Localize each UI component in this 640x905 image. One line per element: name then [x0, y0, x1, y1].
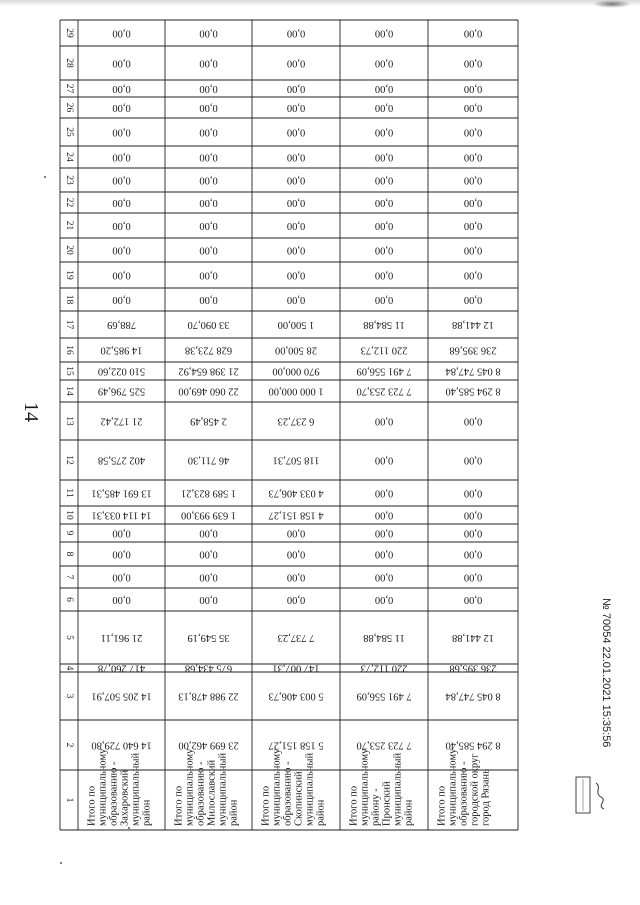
- table-cell: 0,00: [199, 27, 218, 39]
- table-cell: 0,00: [374, 126, 394, 138]
- table-cell: 0,00: [286, 102, 306, 114]
- table-cell: 0,00: [286, 197, 306, 209]
- table-cell: 0,00: [199, 57, 218, 69]
- table-cell: 5 003 406,73: [268, 690, 324, 702]
- column-number: 15: [63, 366, 74, 376]
- table-cell: 12 441,88: [452, 632, 494, 644]
- table-cell: 0,00: [463, 220, 483, 232]
- table-cell: 0,00: [112, 269, 131, 281]
- table-cell: 8 294 585,40: [445, 385, 501, 397]
- table-cell: 22 060 469,00: [178, 385, 239, 397]
- table-cell: 0,00: [286, 174, 306, 186]
- row-label-line: Итого по: [260, 785, 272, 826]
- table-cell: 525 796,49: [97, 385, 146, 397]
- table-cell: 0,00: [463, 294, 483, 306]
- row-label-line: муниципальный: [130, 752, 142, 826]
- table-cell: 0,00: [374, 269, 394, 281]
- table-cell: 2 458,49: [190, 415, 227, 427]
- table-cell: 0,00: [374, 415, 394, 427]
- table-cell: 0,00: [199, 527, 218, 539]
- column-number: 18: [63, 294, 74, 305]
- table-cell: 0,00: [374, 454, 394, 466]
- table-cell: 8 294 585,40: [445, 739, 501, 751]
- row-label-line: Пронский: [381, 781, 393, 826]
- table-cell: 0,00: [112, 83, 131, 95]
- table-cell: 0,00: [286, 244, 306, 256]
- table-cell: 0,00: [374, 244, 394, 256]
- table-cell: 0,00: [286, 269, 306, 281]
- table-cell: 0,00: [112, 244, 131, 256]
- table-cell: 0,00: [463, 454, 483, 466]
- column-number: 17: [63, 319, 74, 330]
- table-cell: 1 500,00: [277, 319, 315, 331]
- table-cell: 0,00: [463, 151, 483, 163]
- column-number: 19: [63, 270, 74, 280]
- table-cell: 4 033 406,73: [268, 487, 324, 499]
- column-number: 27: [63, 83, 74, 94]
- table-cell: 0,00: [463, 269, 483, 281]
- row-label-line: образованию -: [195, 761, 207, 826]
- table-cell: 0,00: [463, 571, 483, 583]
- column-number: 13: [63, 416, 74, 426]
- table-cell: 970 000,00: [272, 365, 320, 377]
- table-cell: 0,00: [112, 102, 131, 114]
- table-cell: 417 260,78: [97, 662, 146, 674]
- table-cell: 6 237,23: [277, 415, 315, 427]
- table-cell: 0,00: [286, 83, 306, 95]
- table-cell: 0,00: [463, 415, 483, 427]
- table-cell: 0,00: [286, 151, 306, 163]
- table-cell: 0,00: [112, 294, 131, 306]
- table-cell: 0,00: [286, 594, 306, 606]
- table-cell: 1 589 823,21: [180, 487, 237, 499]
- table-cell: 0,00: [463, 509, 483, 521]
- table-cell: 0,00: [463, 244, 483, 256]
- table-cell: 46 711,30: [187, 454, 230, 466]
- table-cell: 1 639 993,00: [180, 509, 237, 521]
- table-cell: 0,00: [374, 83, 394, 95]
- table-cell: 11 584,88: [363, 632, 405, 644]
- table-cell: 22 988 478,13: [178, 690, 239, 702]
- column-number: 4: [63, 665, 74, 671]
- table-cell: 236 395,68: [449, 662, 497, 674]
- table-cell: 402 275,58: [97, 454, 146, 466]
- table-cell: 0,00: [286, 571, 306, 583]
- row-label-line: Скопинский: [293, 771, 305, 826]
- column-number: 8: [63, 551, 74, 557]
- table-cell: 628 723,38: [184, 344, 233, 356]
- table-cell: 236 395,68: [449, 344, 497, 356]
- table-cell: 35 549,19: [187, 632, 230, 644]
- table-cell: 0,00: [199, 151, 218, 163]
- row-label-line: район: [403, 799, 415, 826]
- row-label-line: район: [228, 799, 240, 826]
- table-cell: 8 045 747,84: [445, 365, 501, 377]
- row-label-line: образованию -: [282, 761, 294, 826]
- table-cell: 0,00: [199, 244, 218, 256]
- table-cell: 7 723 253,70: [356, 739, 412, 751]
- table-cell: 0,00: [112, 151, 131, 163]
- row-label-line: район: [315, 799, 327, 826]
- row-label-line: Итого по: [348, 785, 360, 826]
- row-label-line: Итого по: [86, 785, 98, 826]
- table-cell: 0,00: [463, 197, 483, 209]
- table-cell: 0,00: [374, 487, 394, 499]
- registration-seal: [574, 775, 610, 815]
- table-cell: 0,00: [374, 594, 394, 606]
- row-label-line: район: [141, 799, 153, 826]
- column-number: 5: [63, 635, 74, 640]
- column-number: 25: [63, 127, 74, 137]
- table-cell: 0,00: [286, 57, 306, 69]
- table-cell: 0,00: [112, 571, 131, 583]
- table-cell: 0,00: [112, 174, 131, 186]
- table-cell: 0,00: [374, 548, 394, 560]
- table-cell: 147 007,31: [272, 662, 320, 674]
- column-number: 2: [63, 742, 74, 748]
- table-cell: 5 158 151,27: [268, 739, 324, 751]
- table-cell: 0,00: [463, 102, 483, 114]
- table-cell: 0,00: [112, 548, 131, 560]
- row-label-line: город Рязань: [480, 769, 492, 826]
- table-cell: 0,00: [112, 594, 131, 606]
- table-cell: 0,00: [463, 27, 483, 39]
- table-cell: 0,00: [286, 27, 306, 39]
- column-number: 26: [63, 102, 74, 113]
- table-cell: 0,00: [199, 594, 218, 606]
- table-cell: 0,00: [374, 27, 394, 39]
- column-number: 24: [63, 152, 74, 162]
- table-cell: 14 205 507,91: [91, 690, 152, 702]
- table-cell: 0,00: [199, 102, 218, 114]
- column-number: 10: [63, 510, 74, 520]
- row-label-line: муниципальному: [271, 748, 283, 826]
- column-number: 14: [63, 386, 74, 396]
- table-cell: 0,00: [374, 571, 394, 583]
- table-cell: 14 985,20: [100, 344, 143, 356]
- table-cell: 7 723 253,70: [356, 385, 412, 397]
- table-cell: 0,00: [374, 197, 394, 209]
- table-cell: 0,00: [112, 527, 131, 539]
- table-cell: 118 507,31: [272, 454, 320, 466]
- column-number: 12: [63, 455, 74, 465]
- table-cell: 0,00: [374, 509, 394, 521]
- column-number: 6: [63, 597, 74, 602]
- row-label-line: Захаровский: [119, 769, 131, 826]
- table-cell: 28 500,00: [275, 344, 317, 356]
- table-cell: 33 090,70: [187, 319, 230, 331]
- table-cell: 0,00: [463, 57, 483, 69]
- table-cell: 0,00: [199, 220, 218, 232]
- table-cell: 11 584,88: [363, 319, 405, 331]
- table-cell: 0,00: [286, 527, 306, 539]
- column-number: 21: [63, 220, 74, 231]
- row-label-line: муниципальный: [304, 752, 316, 826]
- column-number: 3: [63, 693, 74, 699]
- table-cell: 0,00: [463, 527, 483, 539]
- row-label-line: муниципальному: [447, 748, 459, 826]
- scan-speck: [128, 827, 130, 829]
- registration-stamp-text: № 70054 22.01.2021 15:35:56: [600, 598, 612, 748]
- table-cell: 0,00: [463, 548, 483, 560]
- row-label-line: Милославский: [206, 759, 218, 826]
- table-cell: 21 961,11: [100, 632, 143, 644]
- table-cell: 220 112,73: [360, 344, 408, 356]
- table-cell: 14 640 729,80: [91, 739, 152, 751]
- row-label-line: району -: [370, 788, 382, 826]
- table-cell: 0,00: [199, 269, 218, 281]
- table-cell: 0,00: [463, 594, 483, 606]
- scan-speck: [44, 176, 46, 178]
- row-label-line: образованию -: [458, 761, 470, 826]
- table-cell: 13 691 485,31: [91, 487, 152, 499]
- table-cell: 12 441,88: [452, 319, 494, 331]
- table-cell: 23 699 462,00: [178, 739, 239, 751]
- table-cell: 675 434,68: [184, 662, 233, 674]
- table-cell: 0,00: [199, 174, 218, 186]
- page-number: 14: [20, 402, 42, 422]
- table-cell: 0,00: [374, 174, 394, 186]
- table-cell: 21 172,42: [100, 415, 143, 427]
- row-label-line: Итого по: [173, 785, 185, 826]
- table-cell: 8 045 747,84: [445, 690, 501, 702]
- table-cell: 0,00: [199, 197, 218, 209]
- table-cell: 220 112,73: [360, 662, 408, 674]
- table-cell: 0,00: [463, 83, 483, 95]
- table-cell: 4 158 151,27: [268, 509, 324, 521]
- row-label-line: Итого по: [436, 785, 448, 826]
- table-cell: 0,00: [463, 487, 483, 499]
- column-number: 11: [63, 488, 74, 498]
- column-number: 28: [63, 58, 74, 68]
- table-cell: 0,00: [112, 27, 131, 39]
- row-label-line: муниципальному: [97, 748, 109, 826]
- table-cell: 0,00: [199, 571, 218, 583]
- table-cell: 0,00: [286, 220, 306, 232]
- scan-speck: [60, 862, 62, 864]
- column-number: 29: [63, 28, 74, 38]
- table-cell: 0,00: [199, 294, 218, 306]
- table-cell: 0,00: [112, 197, 131, 209]
- seal-icon: [574, 775, 610, 815]
- column-number: 7: [63, 574, 74, 580]
- column-number: 23: [63, 175, 74, 185]
- row-label-line: муниципальный: [217, 752, 229, 826]
- row-label-line: муниципальному: [359, 748, 371, 826]
- table-cell: 0,00: [199, 548, 218, 560]
- table-cell: 0,00: [199, 126, 218, 138]
- table-cell: 0,00: [286, 294, 306, 306]
- table-cell: 0,00: [463, 174, 483, 186]
- column-number: 22: [63, 197, 74, 208]
- table-cell: 0,00: [112, 57, 131, 69]
- table-cell: 0,00: [374, 527, 394, 539]
- table-cell: 7 737,23: [277, 632, 315, 644]
- table-cell: 0,00: [286, 126, 306, 138]
- row-label-line: городской округ: [469, 753, 481, 826]
- row-label-line: муниципальный: [392, 752, 404, 826]
- table-cell: 1 000 000,00: [268, 385, 324, 397]
- column-number: 9: [63, 530, 74, 536]
- table-cell: 0,00: [374, 220, 394, 232]
- table-cell: 0,00: [374, 102, 394, 114]
- table-cell: 14 114 033,31: [91, 509, 152, 521]
- column-number: 20: [63, 245, 74, 255]
- table-cell: 0,00: [374, 151, 394, 163]
- table-cell: 0,00: [374, 57, 394, 69]
- table-cell: 7 491 556,09: [356, 365, 412, 377]
- row-label-line: образованию -: [108, 761, 120, 826]
- table-cell: 0,00: [286, 548, 306, 560]
- table-cell: 0,00: [199, 83, 218, 95]
- column-number: 1: [63, 797, 74, 803]
- column-number: 16: [63, 345, 74, 355]
- row-label-line: муниципальному: [184, 748, 196, 826]
- table-cell: 7 491 556,09: [356, 690, 412, 702]
- table-cell: 0,00: [112, 220, 131, 232]
- table-cell: 788,69: [107, 319, 136, 331]
- table-cell: 0,00: [374, 294, 394, 306]
- table-cell: 510 022,60: [97, 365, 146, 377]
- table-cell: 0,00: [463, 126, 483, 138]
- table-cell: 21 398 654,92: [178, 365, 239, 377]
- table-cell: 0,00: [112, 126, 131, 138]
